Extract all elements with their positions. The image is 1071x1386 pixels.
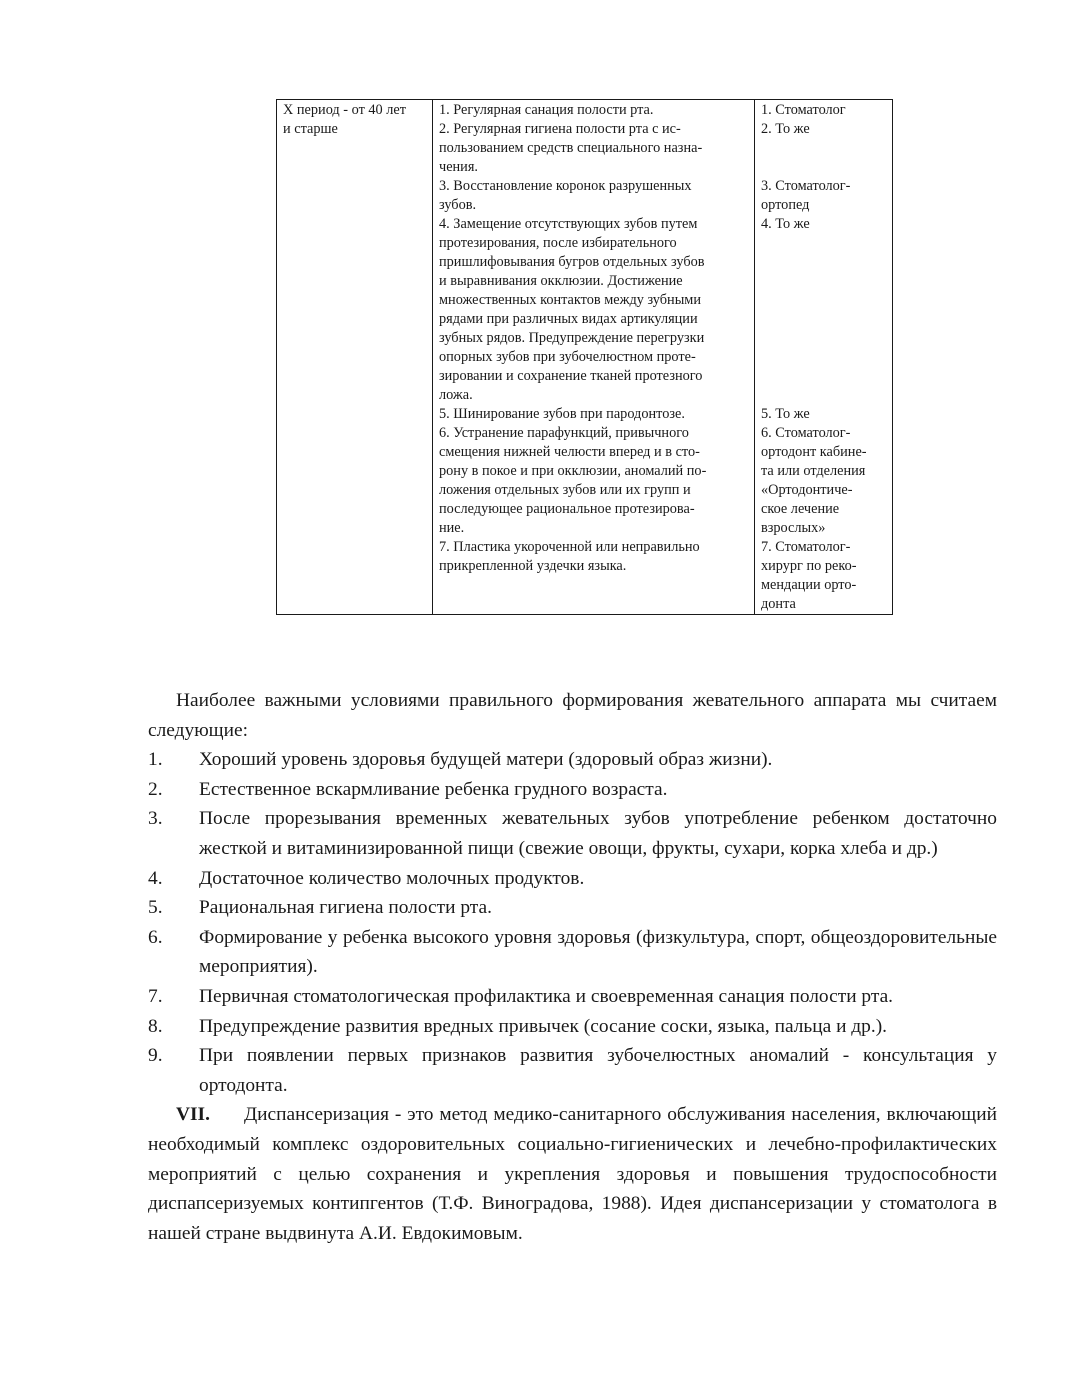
list-item-text: Хороший уровень здоровья будущей матери (здоровый образ жизни). <box>199 749 773 771</box>
period-cell <box>277 100 433 615</box>
specialist-item <box>761 177 886 215</box>
list-item-number: 7. <box>148 985 163 1007</box>
table-row <box>277 100 893 615</box>
main-text <box>148 686 997 1248</box>
list-item-text: Достаточное количество молочных продуктов. <box>199 867 585 889</box>
specialist-item <box>761 424 886 538</box>
list-item-number: 4. <box>148 867 163 889</box>
period-line: X период - от 40 лет <box>283 102 406 118</box>
specialist-item-line <box>761 291 886 310</box>
measure-item-line: зубов. <box>439 197 477 213</box>
specialist-item <box>761 405 886 424</box>
specialist-item-line <box>761 139 886 158</box>
measure-item <box>439 215 748 405</box>
list-item <box>148 1012 997 1042</box>
measure-item <box>439 424 748 538</box>
measures-cell <box>433 100 755 615</box>
measure-item <box>439 405 748 424</box>
conditions-list <box>148 745 997 1100</box>
list-item <box>148 893 997 923</box>
measure-item-line: 3. Восстановление коронок разрушенных <box>439 178 692 194</box>
specialist-item-line <box>761 253 886 272</box>
list-item <box>148 804 997 863</box>
measure-item-line: смещения нижней челюсти вперед и в сто- <box>439 444 700 460</box>
section-number: VII. <box>176 1104 210 1126</box>
specialist-item-line: 1. Стоматолог <box>761 102 846 118</box>
specialist-item <box>761 215 886 405</box>
specialist-item-line: хирург по реко- <box>761 558 857 574</box>
list-item-text: После прорезывания временных жевательных зубов употребление ребенком достаточно жесткой и витаминизированной пищи (свежие овощи, фрукты, сухари, корка хлеба и др.) <box>199 808 997 859</box>
measure-item-line: 4. Замещение отсутствующих зубов путем <box>439 216 698 232</box>
list-item-number: 5. <box>148 897 163 919</box>
list-item-text: Первичная стоматологическая профилактика и своевременная санация полости рта. <box>199 985 894 1007</box>
list-item-number: 1. <box>148 749 163 771</box>
measure-item-line: 5. Шинирование зубов при пародонтозе. <box>439 406 685 422</box>
measure-item-line: пришлифовывания бугров отдельных зубов <box>439 254 705 270</box>
measures-list <box>439 101 748 576</box>
list-item-text: Рациональная гигиена полости рта. <box>199 897 492 919</box>
list-item-number: 3. <box>148 808 163 830</box>
measure-item-line: ние. <box>439 520 465 536</box>
specialist-item-line: взрослых» <box>761 520 826 536</box>
list-item-text: Формирование у ребенка высокого уровня здоровья (физкультура, спорт, общеоздоровительные мероприятия). <box>199 926 997 978</box>
measure-item-line: чения. <box>439 159 478 175</box>
measure-item-line: протезирования, после избирательного <box>439 235 677 251</box>
list-item-number: 8. <box>148 1015 163 1037</box>
specialist-item-line: 3. Стоматолог- <box>761 178 851 194</box>
list-item-number: 9. <box>148 1045 163 1067</box>
specialist-item-line: 5. То же <box>761 406 810 422</box>
specialists-cell <box>755 100 893 615</box>
measure-item-line: 6. Устранение парафункций, привычного <box>439 425 689 441</box>
list-item <box>148 745 997 775</box>
specialist-item-line: ортопед <box>761 197 810 213</box>
specialist-item-line: ортодонт кабине- <box>761 444 867 460</box>
specialist-item-line <box>761 348 886 367</box>
measure-item <box>439 120 748 177</box>
list-item-text: При появлении первых признаков развития зубочелюстных аномалий - консультация у ортодонта. <box>199 1045 997 1096</box>
specialist-item <box>761 101 886 120</box>
measure-item-line: рядами при различных видах артикуляции <box>439 311 698 327</box>
measure-item-line: зубных рядов. Предупреждение перегрузки <box>439 330 705 346</box>
measure-item-line: 1. Регулярная санация полости рта. <box>439 102 654 118</box>
list-item <box>148 864 997 894</box>
list-item-text: Естественное вскармливание ребенка грудного возраста. <box>199 778 668 800</box>
specialist-item-line <box>761 234 886 253</box>
measure-item <box>439 538 748 576</box>
specialist-item-line <box>761 158 886 177</box>
specialist-item-line <box>761 272 886 291</box>
measure-item-line: прикрепленной уздечки языка. <box>439 558 627 574</box>
specialist-item-line: «Ортодонтиче- <box>761 482 853 498</box>
list-item-number: 2. <box>148 778 163 800</box>
prevention-table <box>276 99 893 615</box>
specialist-item-line <box>761 386 886 405</box>
measure-item-line: ложения отдельных зубов или их групп и <box>439 482 691 498</box>
measure-item-line: последующее рациональное протезирова- <box>439 501 695 517</box>
specialists-list <box>761 101 886 614</box>
list-item-text: Предупреждение развития вредных привычек (сосание соски, языка, пальца и др.). <box>199 1015 888 1037</box>
measure-item <box>439 177 748 215</box>
section-text: Диспансеризация - это метод медико-санитарного обслуживания населения, включающий необходимый комплекс оздоровительных социально-гигиенических и лечебно-профилактических мероприятий с целью сохранения и укрепления здоровья и повышения трудоспособности диспапсеризуемых контипгентов (Т.Ф. Виноградова, 1988). Идея диспансеризации у стоматолога в нашей стране выдвинута А.И. Евдокимовым. <box>148 1104 997 1244</box>
measure-item-line: пользованием средств специального назна- <box>439 140 703 156</box>
measure-item-line: 7. Пластика укороченной или неправильно <box>439 539 700 555</box>
specialist-item-line <box>761 329 886 348</box>
period-line: и старше <box>283 121 338 137</box>
measure-item-line: и выравнивания окклюзии. Достижение <box>439 273 683 289</box>
specialist-item-line: донта <box>761 596 796 612</box>
specialist-item <box>761 120 886 177</box>
list-item-number: 6. <box>148 926 163 948</box>
specialist-item-line: 6. Стоматолог- <box>761 425 851 441</box>
measure-item-line: множественных контактов между зубными <box>439 292 701 308</box>
measure-item-line: 2. Регулярная гигиена полости рта с ис- <box>439 121 681 137</box>
measure-item-line: рону в покое и при окклюзии, аномалий по- <box>439 463 707 479</box>
measure-item <box>439 101 748 120</box>
specialist-item-line: та или отделения <box>761 463 866 479</box>
specialist-item-line: 7. Стоматолог- <box>761 539 851 555</box>
measure-item-line: опорных зубов при зубочелюстном проте- <box>439 349 696 365</box>
measure-item-line: ложа. <box>439 387 473 403</box>
list-item <box>148 982 997 1012</box>
list-item <box>148 923 997 982</box>
specialist-item-line: мендации орто- <box>761 577 857 593</box>
specialist-item-line: 4. То же <box>761 216 810 232</box>
specialist-item <box>761 538 886 614</box>
list-item <box>148 775 997 805</box>
specialist-item-line <box>761 367 886 386</box>
specialist-item-line <box>761 310 886 329</box>
specialist-item-line: ское лечение <box>761 501 840 517</box>
section-paragraph <box>148 1100 997 1248</box>
measure-item-line: зировании и сохранение тканей протезного <box>439 368 703 384</box>
list-item <box>148 1041 997 1100</box>
specialist-item-line: 2. То же <box>761 121 810 137</box>
intro-paragraph: Наиболее важными условиями правильного формирования жевательного аппарата мы считаем следующие: <box>148 690 997 741</box>
